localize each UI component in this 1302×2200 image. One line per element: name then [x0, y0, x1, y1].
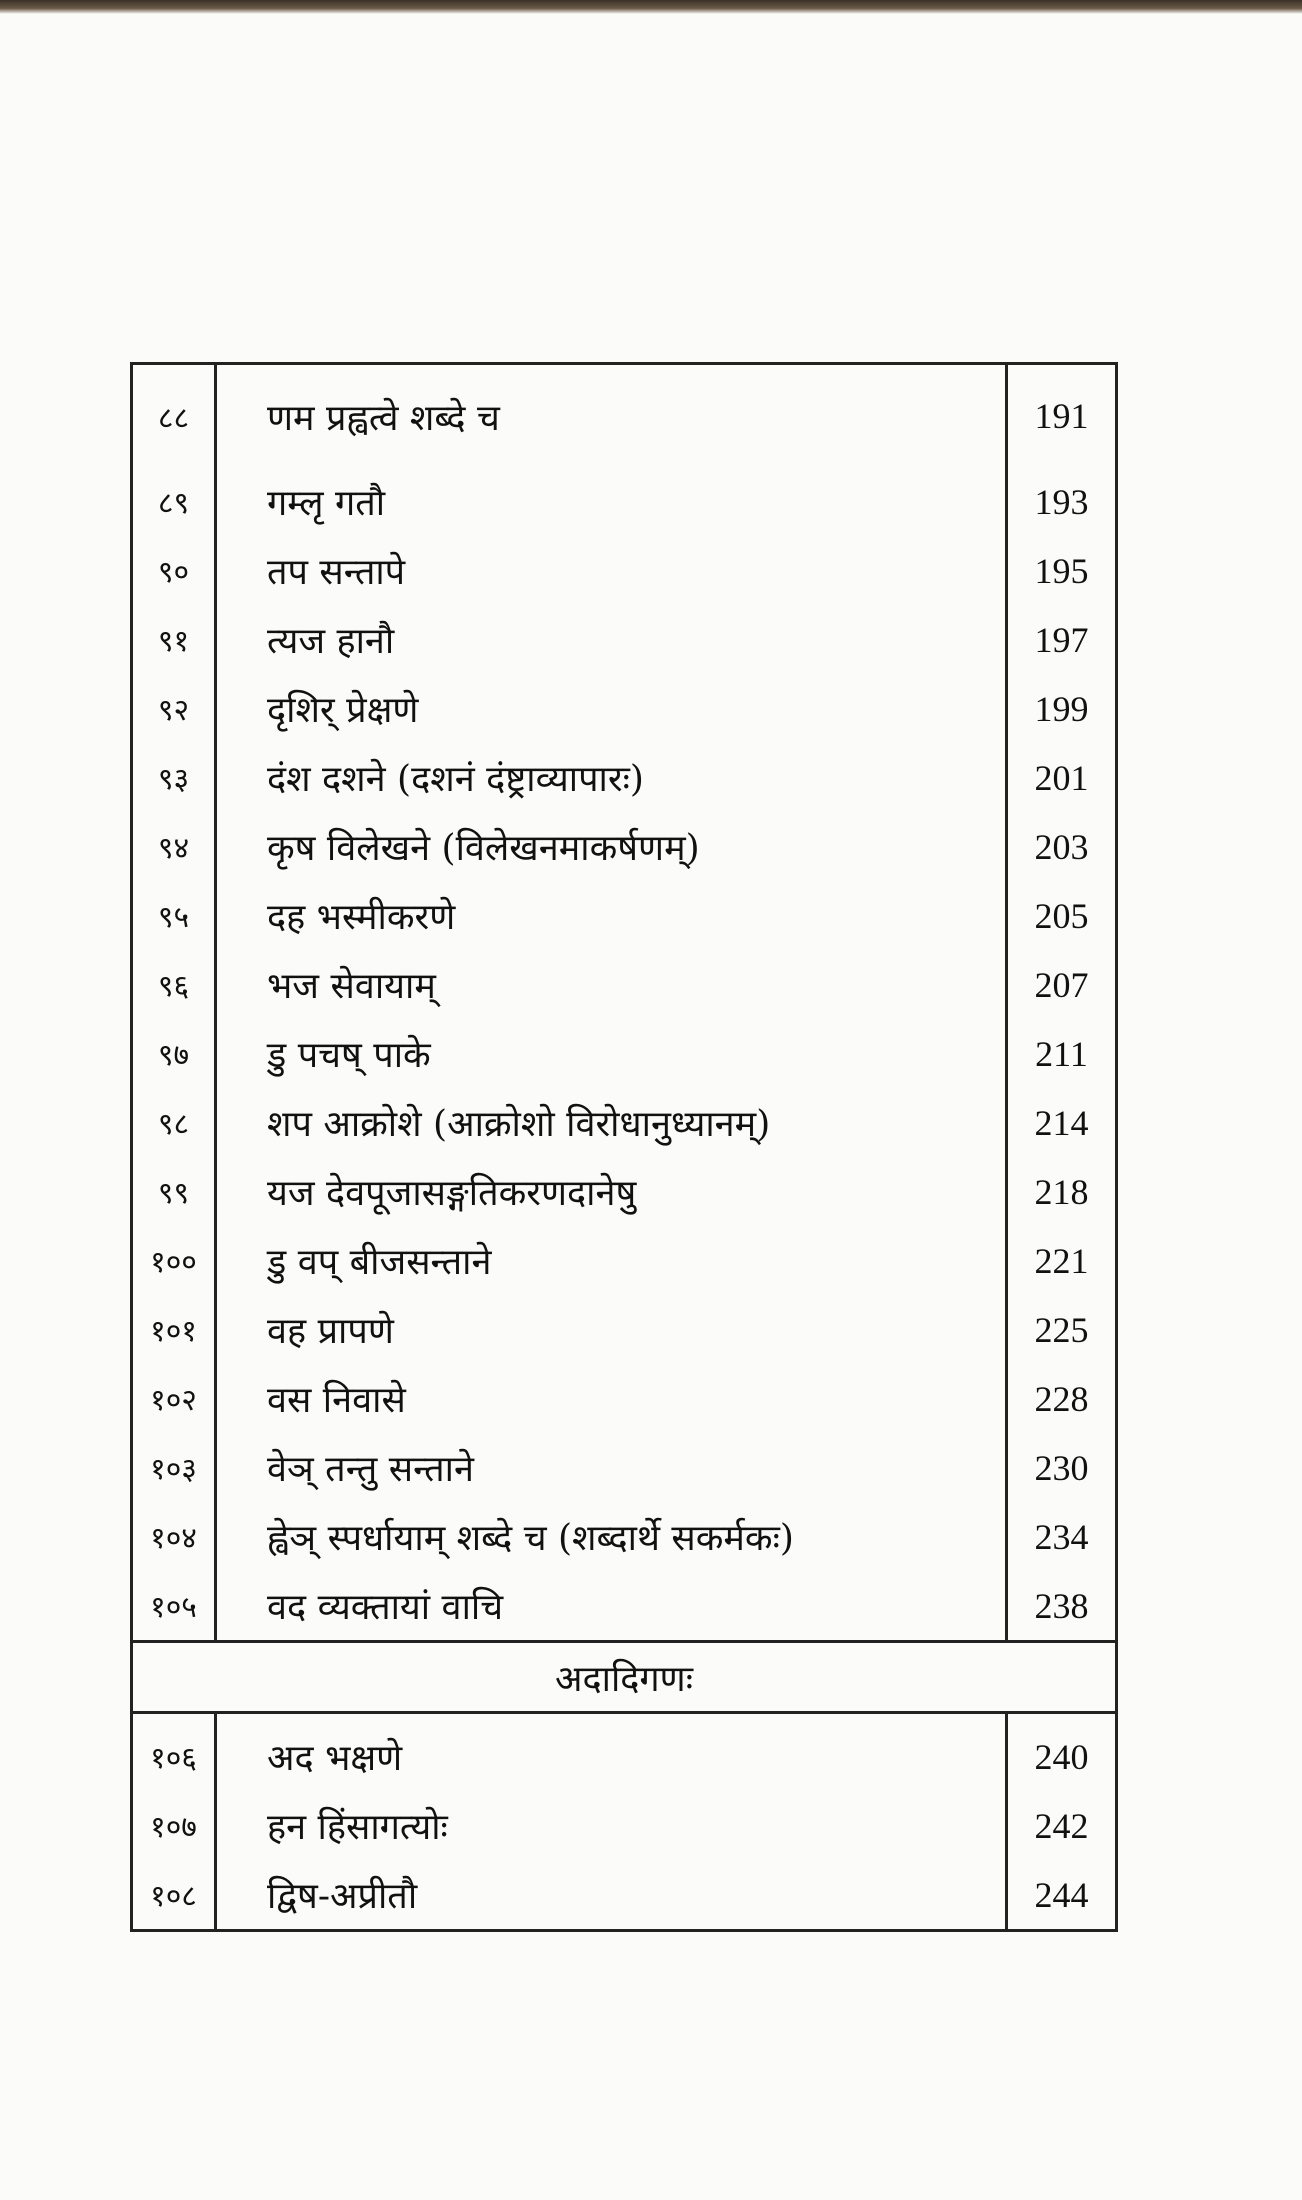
entry-title: वेञ् तन्तु सन्ताने	[216, 1433, 1007, 1502]
entry-title: त्यज हानौ	[216, 605, 1007, 674]
toc-row	[132, 467, 1117, 536]
entry-title: दंश दशने (दशनं दंष्ट्राव्यापारः)	[216, 743, 1007, 812]
spacer-row	[132, 1713, 1117, 1723]
entry-page: 214	[1007, 1088, 1117, 1157]
entry-number: ९२	[132, 674, 216, 743]
entry-page: 199	[1007, 674, 1117, 743]
entry-page: 234	[1007, 1502, 1117, 1571]
entry-page: 230	[1007, 1433, 1117, 1502]
entry-page: 228	[1007, 1364, 1117, 1433]
toc-row	[132, 812, 1117, 881]
entry-page: 240	[1007, 1722, 1117, 1791]
table-of-contents	[130, 362, 1118, 1932]
entry-title: वस निवासे	[216, 1364, 1007, 1433]
toc-row	[132, 1226, 1117, 1295]
entry-title: हन हिंसागत्योः	[216, 1791, 1007, 1860]
toc-row	[132, 1571, 1117, 1642]
entry-number: ९०	[132, 536, 216, 605]
entry-number: १०१	[132, 1295, 216, 1364]
toc-row	[132, 881, 1117, 950]
entry-title: णम प्रह्वत्वे शब्दे च	[216, 364, 1007, 468]
entry-title: अद भक्षणे	[216, 1722, 1007, 1791]
entry-title: वद व्यक्तायां वाचि	[216, 1571, 1007, 1642]
entry-page: 191	[1007, 364, 1117, 468]
entry-title: यज देवपूजासङ्गतिकरणदानेषु	[216, 1157, 1007, 1226]
toc-row	[132, 1722, 1117, 1791]
toc-row	[132, 1860, 1117, 1931]
toc-row	[132, 743, 1117, 812]
entry-number: १०३	[132, 1433, 216, 1502]
entry-number: १०७	[132, 1791, 216, 1860]
entry-title: दह भस्मीकरणे	[216, 881, 1007, 950]
entry-page: 201	[1007, 743, 1117, 812]
spacer-cell	[216, 1713, 1007, 1723]
entry-page: 205	[1007, 881, 1117, 950]
entry-page: 203	[1007, 812, 1117, 881]
spacer-cell	[1007, 1713, 1117, 1723]
entry-number: ९५	[132, 881, 216, 950]
entry-title: वह प्रापणे	[216, 1295, 1007, 1364]
entry-page: 221	[1007, 1226, 1117, 1295]
entry-number: ९१	[132, 605, 216, 674]
toc-row	[132, 1295, 1117, 1364]
entry-title: द्विष-अप्रीतौ	[216, 1860, 1007, 1931]
entry-number: १०५	[132, 1571, 216, 1642]
entry-title: कृष विलेखने (विलेखनमाकर्षणम्)	[216, 812, 1007, 881]
entry-page: 193	[1007, 467, 1117, 536]
entry-page: 225	[1007, 1295, 1117, 1364]
toc-row	[132, 605, 1117, 674]
entry-page: 197	[1007, 605, 1117, 674]
toc-row	[132, 1433, 1117, 1502]
entry-number: ९३	[132, 743, 216, 812]
spacer-cell	[132, 1713, 216, 1723]
toc-body	[132, 364, 1117, 1931]
entry-number: ९६	[132, 950, 216, 1019]
toc-row	[132, 1502, 1117, 1571]
toc-row	[132, 950, 1117, 1019]
entry-number: १००	[132, 1226, 216, 1295]
toc-row	[132, 1088, 1117, 1157]
entry-number: १०८	[132, 1860, 216, 1931]
entry-number: ९८	[132, 1088, 216, 1157]
entry-title: ह्वेञ् स्पर्धायाम् शब्दे च (शब्दार्थे सकर्मकः)	[216, 1502, 1007, 1571]
entry-title: भज सेवायाम्	[216, 950, 1007, 1019]
entry-number: १०४	[132, 1502, 216, 1571]
entry-page: 211	[1007, 1019, 1117, 1088]
entry-title: दृशिर् प्रेक्षणे	[216, 674, 1007, 743]
entry-number: ९४	[132, 812, 216, 881]
entry-title: शप आक्रोशे (आक्रोशो विरोधानुध्यानम्)	[216, 1088, 1007, 1157]
entry-title: डु वप् बीजसन्ताने	[216, 1226, 1007, 1295]
entry-page: 218	[1007, 1157, 1117, 1226]
entry-page: 207	[1007, 950, 1117, 1019]
entry-number: ८९	[132, 467, 216, 536]
entry-number: १०२	[132, 1364, 216, 1433]
entry-number: ९७	[132, 1019, 216, 1088]
toc-row	[132, 536, 1117, 605]
entry-number: ९९	[132, 1157, 216, 1226]
entry-page: 195	[1007, 536, 1117, 605]
entry-page: 244	[1007, 1860, 1117, 1931]
entry-number: १०६	[132, 1722, 216, 1791]
toc-row	[132, 1791, 1117, 1860]
entry-title: डु पचष् पाके	[216, 1019, 1007, 1088]
entry-page: 238	[1007, 1571, 1117, 1642]
book-top-edge	[0, 0, 1302, 14]
toc-row	[132, 364, 1117, 468]
entry-number: ८८	[132, 364, 216, 468]
section-heading: अदादिगणः	[132, 1642, 1117, 1713]
toc-row	[132, 1019, 1117, 1088]
toc-row	[132, 674, 1117, 743]
toc-row	[132, 1364, 1117, 1433]
section-heading-row	[132, 1642, 1117, 1713]
entry-title: तप सन्तापे	[216, 536, 1007, 605]
entry-title: गम्लृ गतौ	[216, 467, 1007, 536]
toc-row	[132, 1157, 1117, 1226]
entry-page: 242	[1007, 1791, 1117, 1860]
